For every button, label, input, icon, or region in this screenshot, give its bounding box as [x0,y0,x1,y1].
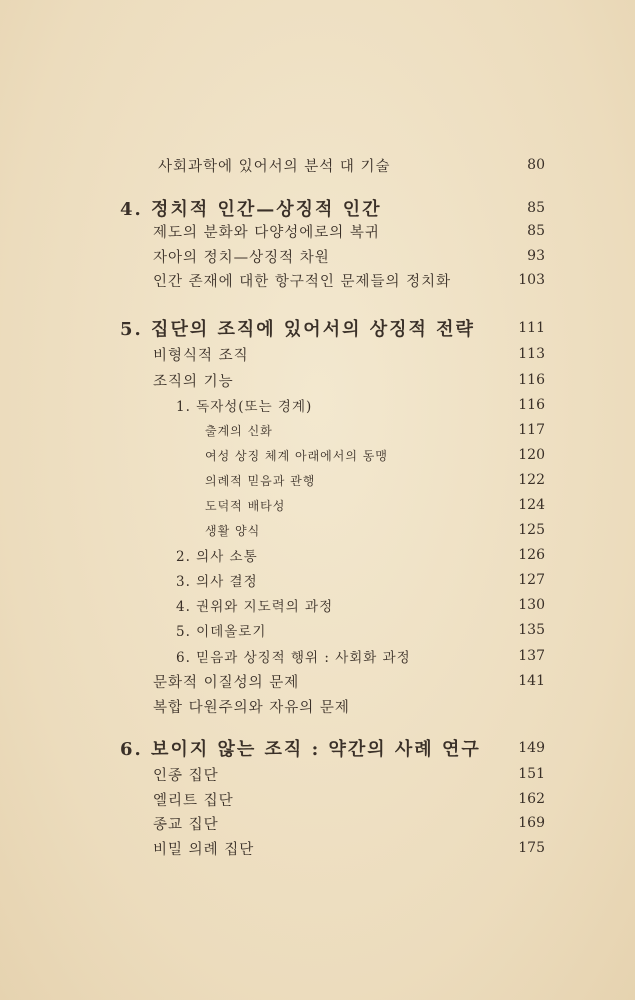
toc-entry-title: 생활 양식 [205,523,261,538]
toc-entry[interactable] [0,617,635,643]
toc-entry-title: 문화적 이질성의 문제 [153,674,300,691]
toc-entry-page: 93 [527,248,545,264]
toc-entry[interactable] [0,315,635,341]
toc-entry-page: 120 [518,447,545,463]
toc-entry-page: 80 [527,157,545,173]
toc-entry[interactable] [0,567,635,593]
toc-entry-page: 117 [518,422,545,438]
toc-entry-title: 1. 독자성(또는 경계) [176,399,313,415]
toc-entry-title: 의례적 믿음과 관행 [205,473,316,488]
toc-entry[interactable] [0,218,635,244]
toc-entry-title: 자아의 정치—상징적 차원 [153,249,330,266]
toc-entry-page: 127 [518,572,545,588]
toc-entry[interactable] [0,417,635,443]
toc-entry-title: 복합 다원주의와 자유의 문제 [153,699,350,716]
toc-entry-title: 4. 권위와 지도력의 과정 [176,599,334,615]
toc-entry[interactable] [0,693,635,719]
toc-entry[interactable] [0,492,635,518]
toc-entry-page: 103 [518,272,545,288]
toc-entry-title: 비형식적 조직 [153,347,249,364]
toc-entry-title: 2. 의사 소통 [176,549,258,565]
toc-entry[interactable] [0,467,635,493]
toc-entry-title: 조직의 기능 [153,373,234,390]
toc-entry[interactable] [0,810,635,836]
toc-entry-page: 113 [518,346,545,362]
toc-entry[interactable] [0,367,635,393]
toc-entry-title: 출계의 신화 [205,423,273,438]
toc-entry-page: 135 [518,622,545,638]
toc-entry-title: 3. 의사 결정 [176,574,258,590]
toc-entry-title: 6. 보이지 않는 조직 : 약간의 사례 연구 [120,739,481,760]
toc-entry-page: 169 [518,815,545,831]
toc-entry-title: 엘리트 집단 [153,792,234,809]
toc-entry-page: 125 [518,522,545,538]
toc-entry[interactable] [0,267,635,293]
toc-entry-page: 162 [518,791,545,807]
toc-entry-page: 111 [518,320,545,336]
toc-entry[interactable] [0,592,635,618]
toc-entry-title: 여성 상징 체계 아래에서의 동맹 [205,448,388,463]
toc-entry-page: 137 [518,648,545,664]
toc-entry[interactable] [0,517,635,543]
toc-entry-page: 126 [518,547,545,563]
toc-entry-title: 인종 집단 [153,767,219,784]
toc-entry[interactable] [0,341,635,367]
toc-entry-page: 130 [518,597,545,613]
toc-entry-page: 122 [518,472,545,488]
toc-entry-page: 116 [518,372,545,388]
toc-entry[interactable] [0,643,635,669]
toc-entry-page: 151 [518,766,545,782]
toc-entry[interactable] [0,668,635,694]
toc-entry-page: 124 [518,497,545,513]
toc-entry[interactable] [0,152,635,178]
toc-entry[interactable] [0,835,635,861]
toc-entry-title: 5. 집단의 조직에 있어서의 상징적 전략 [120,319,475,340]
toc-entry[interactable] [0,542,635,568]
toc-entry-title: 종교 집단 [153,816,219,833]
toc-entry[interactable] [0,761,635,787]
toc-entry-title: 6. 믿음과 상징적 행위 : 사회화 과정 [176,650,411,666]
toc-entry[interactable] [0,735,635,761]
toc-entry[interactable] [0,786,635,812]
toc-entry-page: 141 [518,673,545,689]
toc-entry-page: 175 [518,840,545,856]
toc-entry-title: 5. 이데올로기 [176,624,267,640]
toc-entry[interactable] [0,442,635,468]
toc-entry-title: 비밀 의례 집단 [153,841,255,858]
toc-entry-title: 인간 존재에 대한 항구적인 문제들의 정치화 [153,273,452,290]
toc-entry-page: 85 [527,223,545,239]
toc-entry-title: 4. 정치적 인간—상징적 인간 [120,199,382,220]
toc-entry[interactable] [0,243,635,269]
toc-entry-title: 사회과학에 있어서의 분석 대 기술 [158,158,391,175]
toc-entry[interactable] [0,392,635,418]
toc-entry-title: 제도의 분화와 다양성에로의 복귀 [153,224,380,241]
toc-entry-page: 149 [518,740,545,756]
toc-entry-page: 85 [527,200,545,216]
toc-entry-title: 도덕적 배타성 [205,498,286,513]
toc-entry-page: 116 [518,397,545,413]
